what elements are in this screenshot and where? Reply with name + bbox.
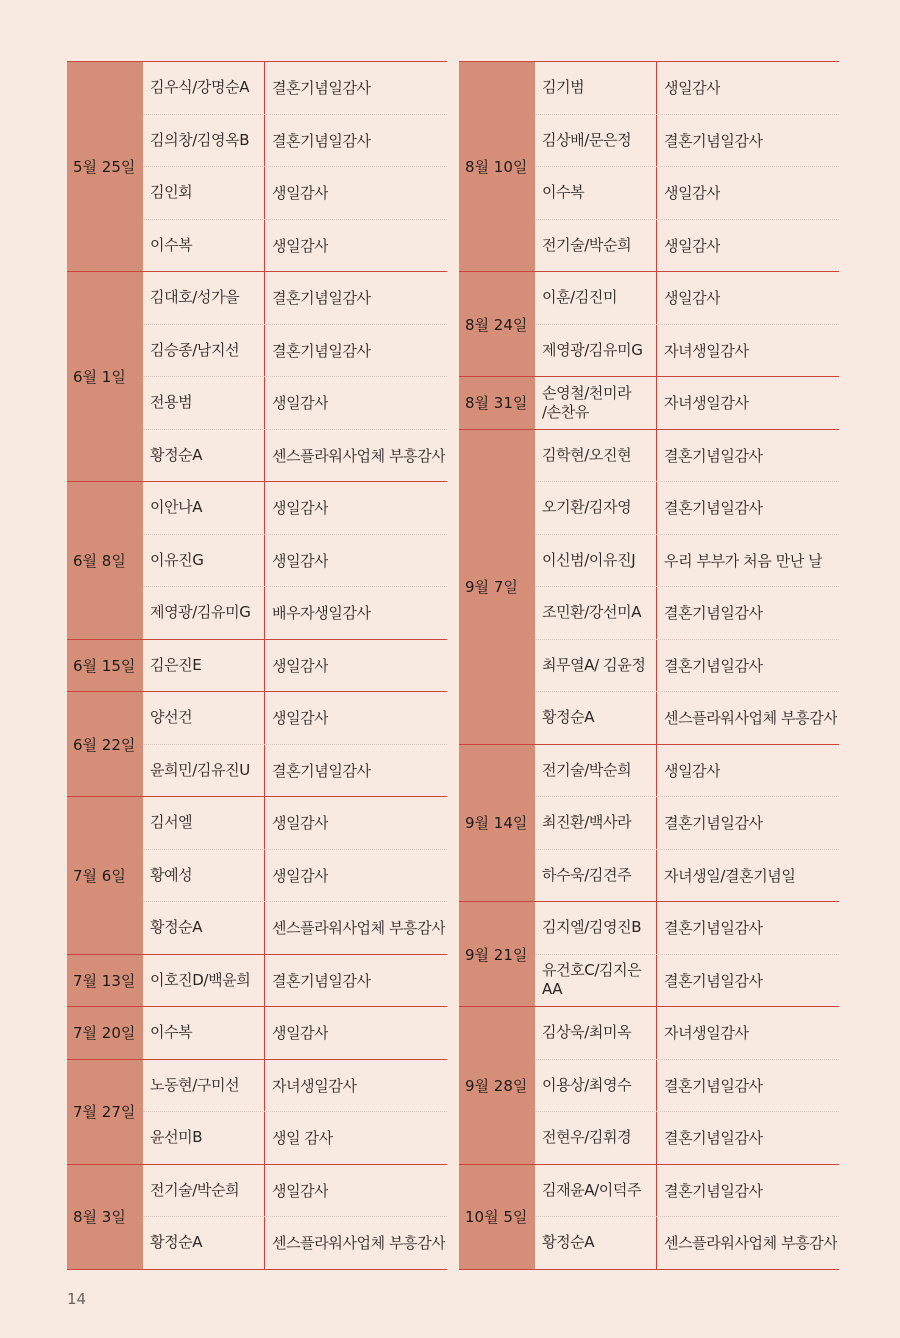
- date-group: [459, 271, 839, 376]
- thanks-reason: 결혼기념일감사: [664, 604, 763, 623]
- thanks-reason: 결혼기념일감사: [664, 1129, 763, 1148]
- thanks-reason: 생일감사: [272, 184, 329, 203]
- member-name: 전기술/박순희: [143, 1165, 265, 1217]
- table-row: [535, 796, 839, 849]
- member-name: 이호진D/백윤희: [143, 955, 265, 1007]
- date-label: 6월 15일: [67, 640, 143, 692]
- thanks-reason: 생일감사: [272, 499, 329, 518]
- date-label: 9월 21일: [459, 902, 535, 1006]
- member-name: 최진환/백사라: [535, 797, 657, 849]
- date-label: 6월 1일: [67, 272, 143, 481]
- thanks-reason: 결혼기념일감사: [272, 79, 371, 98]
- date-label: 8월 3일: [67, 1165, 143, 1269]
- date-label: 7월 6일: [67, 797, 143, 954]
- thanks-reason: 생일감사: [664, 184, 721, 203]
- member-name: 황정순A: [143, 1217, 265, 1269]
- member-name: 이신범/이유진J: [535, 535, 657, 587]
- date-group: [459, 744, 839, 902]
- right-schedule-table: [459, 61, 839, 1270]
- date-group: [67, 271, 447, 481]
- table-row: [143, 1111, 447, 1164]
- table-row: [535, 902, 839, 954]
- thanks-reason: 센스플라워사업체 부흥감사: [272, 919, 446, 938]
- member-name: 이수복: [143, 1007, 265, 1059]
- date-label: 7월 20일: [67, 1007, 143, 1059]
- thanks-reason: 자녀생일감사: [272, 1076, 357, 1095]
- member-name: 김기범: [535, 62, 657, 114]
- date-group: [67, 61, 447, 271]
- thanks-reason: 생일감사: [664, 289, 721, 308]
- member-name: 제영광/김유미G: [535, 325, 657, 377]
- thanks-reason: 생일감사: [272, 236, 329, 255]
- member-name: 김상욱/최미옥: [535, 1007, 657, 1059]
- table-row: [535, 1165, 839, 1217]
- table-row: [143, 1216, 447, 1269]
- member-name: 전현우/김휘경: [535, 1112, 657, 1164]
- date-label: 8월 24일: [459, 272, 535, 376]
- member-name: 윤희민/김유진U: [143, 745, 265, 797]
- thanks-reason: 생일 감사: [272, 1129, 333, 1148]
- table-row: [143, 1165, 447, 1217]
- date-group: [459, 376, 839, 429]
- date-group: [67, 796, 447, 954]
- table-row: [535, 377, 839, 429]
- table-row: [535, 1059, 839, 1112]
- table-row: [143, 744, 447, 797]
- date-group: [459, 1164, 839, 1270]
- thanks-reason: 센스플라워사업체 부흥감사: [272, 446, 446, 465]
- table-row: [535, 219, 839, 272]
- member-name: 김상배/문은정: [535, 115, 657, 167]
- member-name: 손영철/천미라 /손찬유: [535, 377, 657, 429]
- table-row: [535, 1216, 839, 1269]
- member-name: 조민환/강선미A: [535, 587, 657, 639]
- thanks-reason: 생일감사: [664, 761, 721, 780]
- thanks-reason: 센스플라워사업체 부흥감사: [664, 1234, 838, 1253]
- member-name: 황정순A: [143, 902, 265, 954]
- date-label: 9월 7일: [459, 430, 535, 744]
- thanks-reason: 우리 부부가 처음 만난 날: [664, 551, 823, 570]
- thanks-reason: 배우자생일감사: [272, 604, 371, 623]
- thanks-reason: 생일감사: [272, 1024, 329, 1043]
- member-name: 오기환/김자영: [535, 482, 657, 534]
- table-row: [143, 955, 447, 1007]
- table-row: [143, 429, 447, 482]
- date-label: 8월 31일: [459, 377, 535, 429]
- date-label: 10월 5일: [459, 1165, 535, 1269]
- table-row: [143, 797, 447, 849]
- thanks-reason: 결혼기념일감사: [664, 656, 763, 675]
- thanks-reason: 결혼기념일감사: [272, 289, 371, 308]
- member-name: 이용상/최영수: [535, 1060, 657, 1112]
- table-row: [143, 640, 447, 692]
- table-row: [143, 272, 447, 324]
- thanks-reason: 결혼기념일감사: [664, 499, 763, 518]
- date-group: [459, 1006, 839, 1164]
- thanks-reason: 자녀생일/결혼기념일: [664, 866, 796, 885]
- table-row: [535, 114, 839, 167]
- thanks-reason: 자녀생일감사: [664, 341, 749, 360]
- table-row: [535, 1007, 839, 1059]
- table-row: [143, 376, 447, 429]
- table-row: [535, 849, 839, 902]
- table-row: [143, 534, 447, 587]
- table-row: [143, 166, 447, 219]
- date-label: 6월 22일: [67, 692, 143, 796]
- thanks-reason: 생일감사: [664, 79, 721, 98]
- date-group: [67, 481, 447, 639]
- table-row: [535, 62, 839, 114]
- member-name: 김서엘: [143, 797, 265, 849]
- thanks-reason: 결혼기념일감사: [272, 131, 371, 150]
- date-group: [67, 639, 447, 692]
- table-row: [535, 586, 839, 639]
- table-row: [143, 849, 447, 902]
- table-row: [535, 272, 839, 324]
- member-name: 황정순A: [535, 1217, 657, 1269]
- date-label: 5월 25일: [67, 62, 143, 271]
- thanks-reason: 생일감사: [272, 866, 329, 885]
- member-name: 황정순A: [535, 692, 657, 744]
- member-name: 이유진G: [143, 535, 265, 587]
- page-number: 14: [67, 1290, 87, 1308]
- member-name: 김재윤A/이덕주: [535, 1165, 657, 1217]
- thanks-reason: 결혼기념일감사: [664, 919, 763, 938]
- date-group: [459, 901, 839, 1006]
- table-row: [535, 324, 839, 377]
- member-name: 김우식/강명순A: [143, 62, 265, 114]
- table-row: [143, 114, 447, 167]
- thanks-reason: 결혼기념일감사: [272, 971, 371, 990]
- member-name: 하수욱/김견주: [535, 850, 657, 902]
- date-group: [67, 954, 447, 1007]
- date-group: [67, 1164, 447, 1270]
- thanks-reason: 센스플라워사업체 부흥감사: [664, 709, 838, 728]
- member-name: 김의창/김영옥B: [143, 115, 265, 167]
- table-row: [535, 691, 839, 744]
- member-name: 양선건: [143, 692, 265, 744]
- thanks-reason: 결혼기념일감사: [664, 971, 763, 990]
- thanks-reason: 생일감사: [272, 394, 329, 413]
- table-row: [143, 482, 447, 534]
- member-name: 김학현/오진현: [535, 430, 657, 482]
- table-row: [143, 586, 447, 639]
- date-label: 8월 10일: [459, 62, 535, 271]
- member-name: 김인회: [143, 167, 265, 219]
- table-row: [143, 62, 447, 114]
- member-name: 황정순A: [143, 430, 265, 482]
- member-name: 김지엘/김영진B: [535, 902, 657, 954]
- thanks-reason: 결혼기념일감사: [272, 761, 371, 780]
- thanks-reason: 생일감사: [272, 551, 329, 570]
- date-label: 9월 28일: [459, 1007, 535, 1164]
- date-group: [67, 1059, 447, 1164]
- table-row: [535, 639, 839, 692]
- thanks-reason: 결혼기념일감사: [272, 341, 371, 360]
- member-name: 전용범: [143, 377, 265, 429]
- thanks-reason: 생일감사: [272, 656, 329, 675]
- thanks-reason: 결혼기념일감사: [664, 814, 763, 833]
- date-label: 9월 14일: [459, 745, 535, 902]
- thanks-reason: 결혼기념일감사: [664, 1181, 763, 1200]
- table-row: [143, 219, 447, 272]
- member-name: 김승종/남지선: [143, 325, 265, 377]
- thanks-reason: 생일감사: [272, 1181, 329, 1200]
- table-row: [143, 1007, 447, 1059]
- date-group: [459, 61, 839, 271]
- table-row: [143, 901, 447, 954]
- table-row: [535, 166, 839, 219]
- member-name: 노동현/구미선: [143, 1060, 265, 1112]
- left-schedule-table: [67, 61, 447, 1270]
- member-name: 김대호/성가을: [143, 272, 265, 324]
- table-row: [143, 1060, 447, 1112]
- date-group: [67, 691, 447, 796]
- table-row: [535, 745, 839, 797]
- member-name: 유건호C/김지은AA: [535, 955, 657, 1007]
- table-row: [143, 692, 447, 744]
- member-name: 김은진E: [143, 640, 265, 692]
- member-name: 최무열A/ 김윤정: [535, 640, 657, 692]
- date-label: 7월 27일: [67, 1060, 143, 1164]
- thanks-reason: 생일감사: [272, 814, 329, 833]
- member-name: 전기술/박순희: [535, 745, 657, 797]
- thanks-reason: 센스플라워사업체 부흥감사: [272, 1234, 446, 1253]
- table-row: [143, 324, 447, 377]
- thanks-reason: 결혼기념일감사: [664, 131, 763, 150]
- thanks-reason: 자녀생일감사: [664, 1024, 749, 1043]
- member-name: 전기술/박순희: [535, 220, 657, 272]
- date-label: 6월 8일: [67, 482, 143, 639]
- date-group: [459, 429, 839, 744]
- table-row: [535, 430, 839, 482]
- thanks-reason: 생일감사: [272, 709, 329, 728]
- table-row: [535, 1111, 839, 1164]
- table-row: [535, 534, 839, 587]
- date-label: 7월 13일: [67, 955, 143, 1007]
- thanks-reason: 생일감사: [664, 236, 721, 255]
- member-name: 윤선미B: [143, 1112, 265, 1164]
- member-name: 이안나A: [143, 482, 265, 534]
- thanks-reason: 결혼기념일감사: [664, 1076, 763, 1095]
- thanks-reason: 결혼기념일감사: [664, 446, 763, 465]
- member-name: 이수복: [143, 220, 265, 272]
- table-row: [535, 481, 839, 534]
- member-name: 제영광/김유미G: [143, 587, 265, 639]
- date-group: [67, 1006, 447, 1059]
- table-row: [535, 954, 839, 1007]
- member-name: 황예성: [143, 850, 265, 902]
- member-name: 이수복: [535, 167, 657, 219]
- member-name: 이훈/김진미: [535, 272, 657, 324]
- thanks-reason: 자녀생일감사: [664, 394, 749, 413]
